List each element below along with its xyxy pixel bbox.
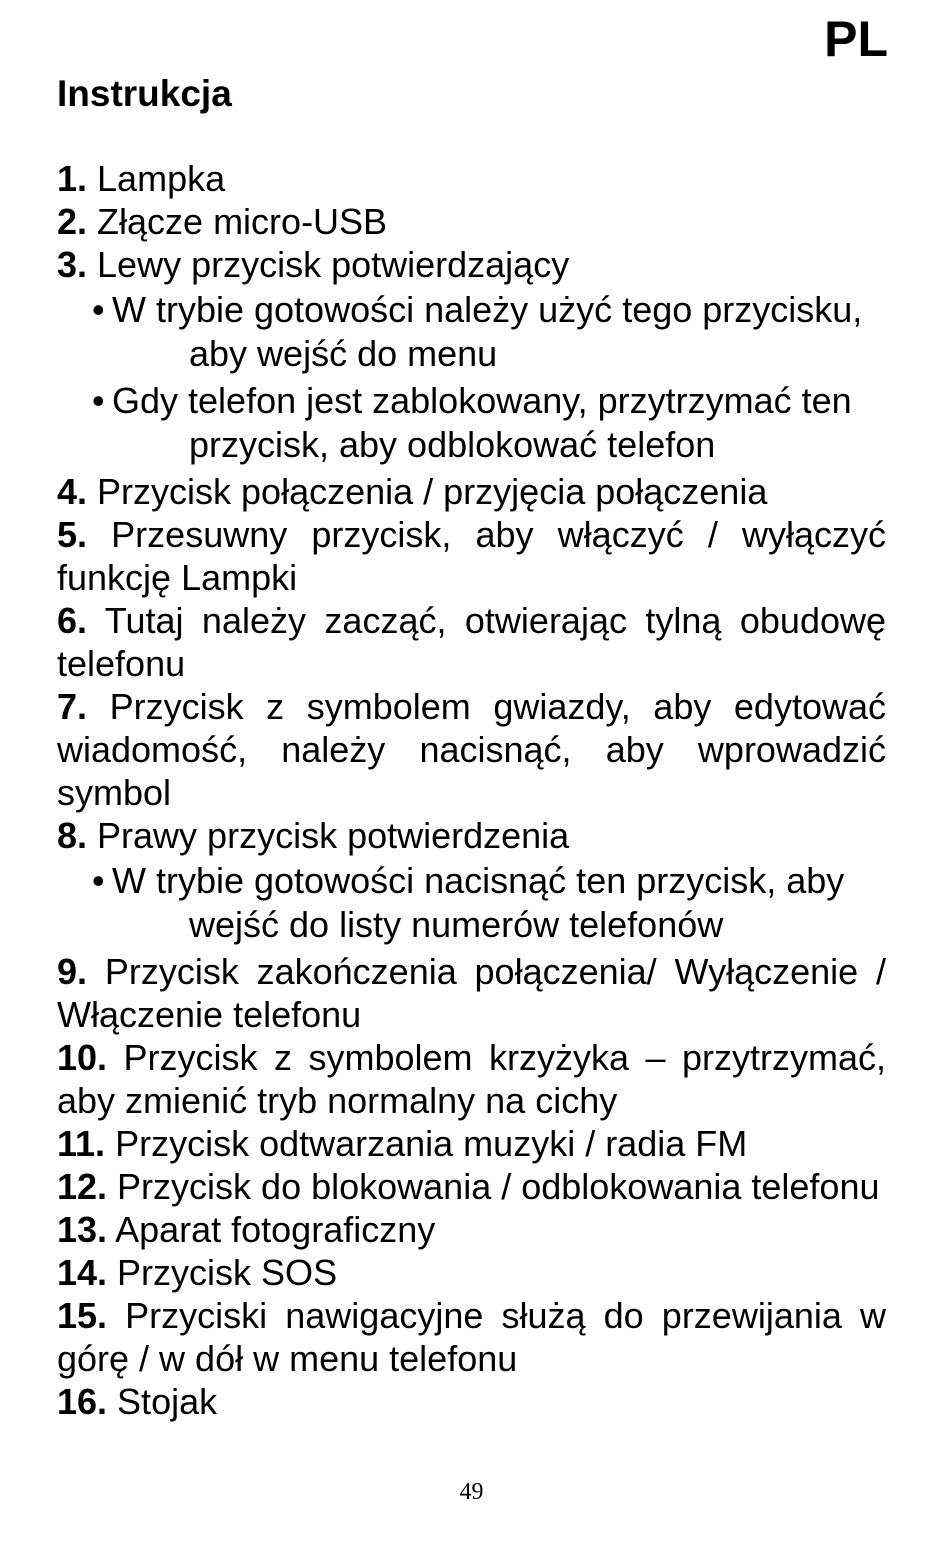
list-item-5 <box>57 513 886 599</box>
item-text: Prawy przycisk potwierdzenia <box>87 815 570 856</box>
list-item-10 <box>57 1036 886 1122</box>
item-number: 10. <box>57 1037 108 1078</box>
sub-item-continuation: przycisk, aby odblokować telefon <box>189 424 716 465</box>
item-number: 1. <box>57 158 88 199</box>
item-text: Przycisk SOS <box>107 1252 338 1293</box>
bullet-icon: • <box>92 380 105 421</box>
list-item-16 <box>57 1380 886 1423</box>
list-item-14 <box>57 1251 886 1294</box>
item-text: Aparat fotograficzny <box>107 1209 436 1250</box>
sub-item-continuation: aby wejść do menu <box>189 333 498 374</box>
item-number: 2. <box>57 201 88 242</box>
item-text: Lampka <box>87 158 226 199</box>
item-number: 5. <box>57 514 88 555</box>
item-text: Przycisk do blokowania / odblokowania telefonu <box>107 1166 880 1207</box>
item-text: Lewy przycisk potwierdzający <box>87 244 570 285</box>
page-title: Instrukcja <box>57 73 232 114</box>
item-text: Przycisk z symbolem gwiazdy, aby edytować wiadomość, należy nacisnąć, aby wprowadzić symbol <box>57 686 886 813</box>
item-text: Przycisk połączenia / przyjęcia połączenia <box>87 471 768 512</box>
item-text: Przyciski nawigacyjne służą do przewijania w górę / w dół w menu telefonu <box>57 1295 886 1379</box>
list-item-8 <box>57 814 886 857</box>
item-number: 12. <box>57 1166 108 1207</box>
item-number: 15. <box>57 1295 108 1336</box>
item-number: 13. <box>57 1209 108 1250</box>
sub-item-text: Gdy telefon jest zablokowany, przytrzymać ten <box>112 380 852 421</box>
bullet-icon: • <box>92 289 105 330</box>
item-number: 6. <box>57 600 88 641</box>
list-item-9 <box>57 950 886 1036</box>
item-text: Stojak <box>107 1381 218 1422</box>
page-number: 49 <box>459 1479 484 1505</box>
language-code: PL <box>824 11 888 67</box>
item-text: Przycisk odtwarzania muzyki / radia FM <box>105 1123 748 1164</box>
sub-item-continuation: wejść do listy numerów telefonów <box>189 904 724 945</box>
item-text: Przycisk z symbolem krzyżyka – przytrzymać, aby zmienić tryb normalny na cichy <box>57 1037 886 1121</box>
item-number: 16. <box>57 1381 108 1422</box>
list-item-11 <box>57 1122 886 1165</box>
sub-item <box>57 859 886 947</box>
item-number: 4. <box>57 471 88 512</box>
item-number: 11. <box>57 1123 106 1164</box>
list-item-13 <box>57 1208 886 1251</box>
list-item-3 <box>57 243 886 286</box>
sub-item-text: W trybie gotowości należy użyć tego przycisku, <box>112 289 863 330</box>
list-item-1 <box>57 157 886 200</box>
instruction-list <box>57 157 886 1423</box>
sub-item <box>57 288 886 376</box>
list-item-4 <box>57 470 886 513</box>
list-item-12 <box>57 1165 886 1208</box>
sub-item-text: W trybie gotowości nacisnąć ten przycisk, aby <box>112 860 845 901</box>
list-item-2 <box>57 200 886 243</box>
item-number: 9. <box>57 951 88 992</box>
item-text: Przesuwny przycisk, aby włączyć / wyłączyć funkcję Lampki <box>57 514 886 598</box>
item-number: 3. <box>57 244 88 285</box>
bullet-icon: • <box>92 860 105 901</box>
item-number: 8. <box>57 815 88 856</box>
list-item-15 <box>57 1294 886 1380</box>
item-number: 7. <box>57 686 88 727</box>
item-text: Złącze micro-USB <box>87 201 388 242</box>
sub-item <box>57 379 886 467</box>
list-item-6 <box>57 599 886 685</box>
item-text: Tutaj należy zacząć, otwierając tylną obudowę telefonu <box>57 600 886 684</box>
item-text: Przycisk zakończenia połączenia/ Wyłączenie / Włączenie telefonu <box>57 951 886 1035</box>
list-item-7 <box>57 685 886 814</box>
item-number: 14. <box>57 1252 108 1293</box>
